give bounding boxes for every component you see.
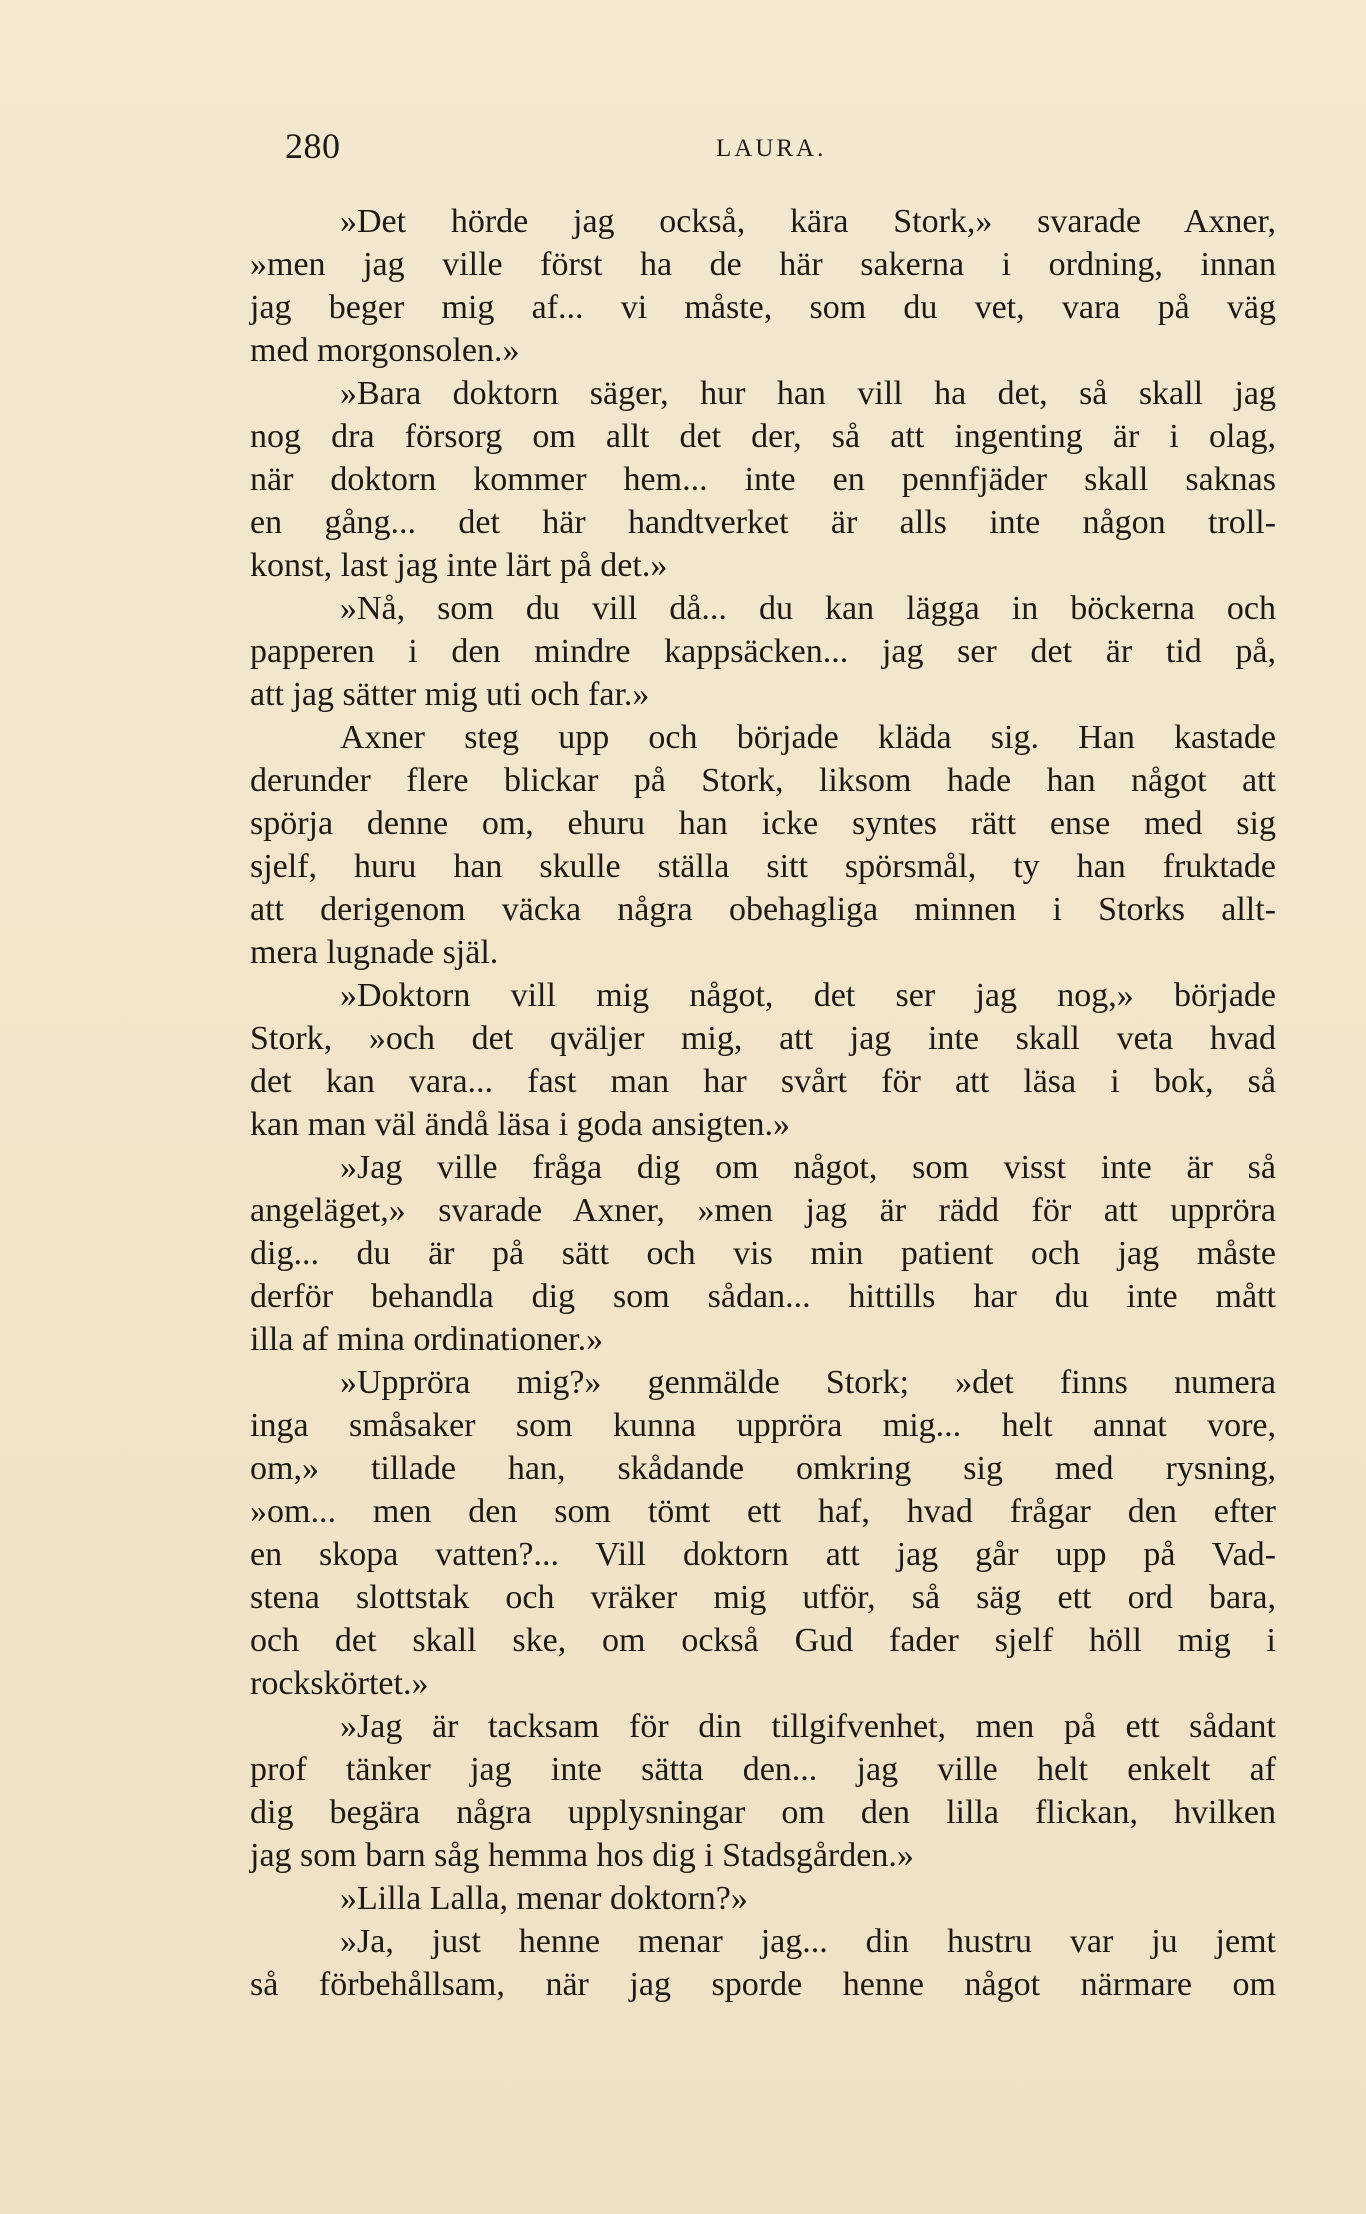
- text-line: »men jag ville först ha de här sakerna i ordning, innan: [250, 246, 1276, 283]
- text-line: »om... men den som tömt ett haf, hvad frågar den efter: [250, 1493, 1276, 1530]
- text-line: derför behandla dig som sådan... hittills har du inte mått: [250, 1278, 1276, 1315]
- text-line: Axner steg upp och började kläda sig. Han kastade: [340, 719, 1276, 756]
- page-number: 280: [285, 126, 341, 166]
- text-line: papperen i den mindre kappsäcken... jag ser det är tid på,: [250, 633, 1276, 670]
- text-line: så förbehållsam, när jag sporde henne något närmare om: [250, 1966, 1276, 2003]
- text-line: mera lugnade själ.: [250, 934, 499, 971]
- text-line: en skopa vatten?... Vill doktorn att jag går upp på Vad-: [250, 1536, 1276, 1573]
- text-line: »Det hörde jag också, kära Stork,» svarade Axner,: [340, 203, 1276, 240]
- text-line: »Lilla Lalla, menar doktorn?»: [340, 1880, 748, 1917]
- text-line: när doktorn kommer hem... inte en pennfjäder skall saknas: [250, 461, 1276, 498]
- text-line: jag beger mig af... vi måste, som du vet, vara på väg: [250, 289, 1276, 326]
- text-line: derunder flere blickar på Stork, liksom hade han något att: [250, 762, 1276, 799]
- text-line: »Jag ville fråga dig om något, som visst inte är så: [340, 1149, 1276, 1186]
- text-line: dig begära några upplysningar om den lilla flickan, hvilken: [250, 1794, 1276, 1831]
- text-line: om,» tillade han, skådande omkring sig med rysning,: [250, 1450, 1276, 1487]
- text-line: sjelf, huru han skulle ställa sitt spörsmål, ty han fruktade: [250, 848, 1276, 885]
- text-line: »Uppröra mig?» genmälde Stork; »det finns numera: [340, 1364, 1276, 1401]
- text-line: kan man väl ändå läsa i goda ansigten.»: [250, 1106, 791, 1143]
- body-text: [250, 200, 1276, 2006]
- text-line: stena slottstak och vräker mig utför, så säg ett ord bara,: [250, 1579, 1276, 1616]
- text-line: Stork, »och det qväljer mig, att jag inte skall veta hvad: [250, 1020, 1276, 1057]
- text-line: »Ja, just henne menar jag... din hustru var ju jemt: [340, 1923, 1276, 1960]
- page-header: [0, 126, 1366, 166]
- text-line: »Jag är tacksam för din tillgifvenhet, men på ett sådant: [340, 1708, 1276, 1745]
- text-line: prof tänker jag inte sätta den... jag ville helt enkelt af: [250, 1751, 1276, 1788]
- text-line: »Doktorn vill mig något, det ser jag nog,» började: [340, 977, 1276, 1014]
- text-line: det kan vara... fast man har svårt för att läsa i bok, så: [250, 1063, 1276, 1100]
- text-line: och det skall ske, om också Gud fader sjelf höll mig i: [250, 1622, 1276, 1659]
- text-line: inga småsaker som kunna uppröra mig... helt annat vore,: [250, 1407, 1276, 1444]
- text-line: angeläget,» svarade Axner, »men jag är rädd för att uppröra: [250, 1192, 1276, 1229]
- text-line: jag som barn såg hemma hos dig i Stadsgården.»: [250, 1837, 914, 1874]
- text-line: »Nå, som du vill då... du kan lägga in böckerna och: [340, 590, 1276, 627]
- text-line: dig... du är på sätt och vis min patient och jag måste: [250, 1235, 1276, 1272]
- text-line: en gång... det här handtverket är alls inte någon troll-: [250, 504, 1276, 541]
- text-line: rockskörtet.»: [250, 1665, 429, 1702]
- text-line: spörja denne om, ehuru han icke syntes rätt ense med sig: [250, 805, 1276, 842]
- running-title: LAURA.: [716, 135, 827, 162]
- text-line: nog dra försorg om allt det der, så att ingenting är i olag,: [250, 418, 1276, 455]
- text-line: illa af mina ordinationer.»: [250, 1321, 604, 1358]
- text-line: »Bara doktorn säger, hur han vill ha det, så skall jag: [340, 375, 1276, 412]
- text-line: att jag sätter mig uti och far.»: [250, 676, 650, 713]
- text-line: att derigenom väcka några obehagliga minnen i Storks allt-: [250, 891, 1276, 928]
- text-line: konst, last jag inte lärt på det.»: [250, 547, 668, 584]
- text-line: med morgonsolen.»: [250, 332, 520, 369]
